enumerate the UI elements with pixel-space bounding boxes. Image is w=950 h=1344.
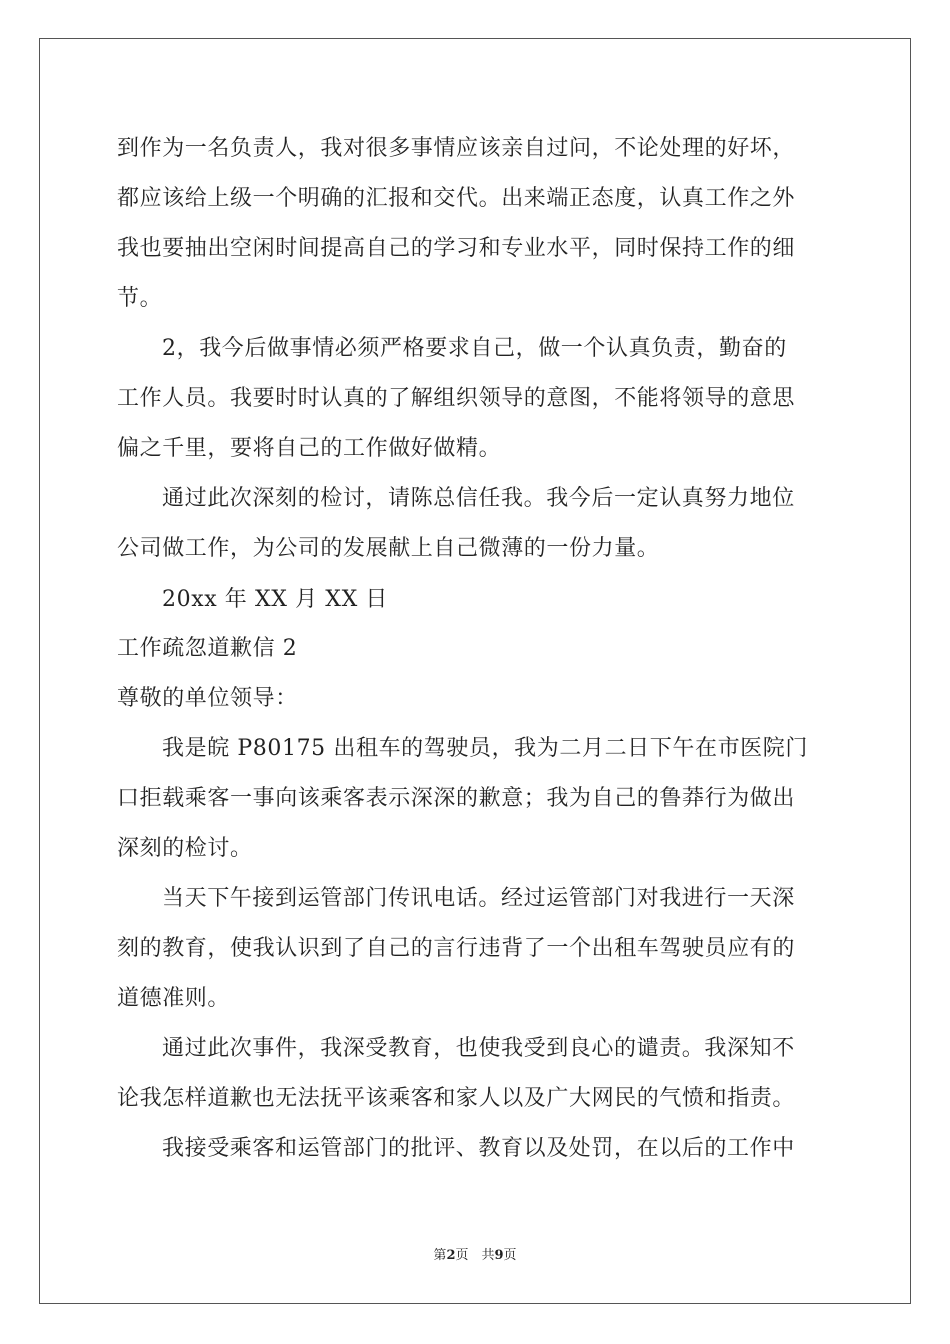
text-line: 到作为一名负责人，我对很多事情应该亲自过问，不论处理的好坏， — [117, 136, 796, 161]
text-line: 我接受乘客和运管部门的批评、教育以及处罚，在以后的工作中 — [162, 1136, 795, 1161]
text-line: 口拒载乘客一事向该乘客表示深深的歉意；我为自己的鲁莽行为做出 — [117, 786, 796, 811]
date-line: 20xx 年 XX 月 XX 日 — [162, 587, 389, 612]
text-line: 偏之千里，要将自己的工作做好做精。 — [117, 436, 502, 461]
text-line: 2，我今后做事情必须严格要求自己，做一个认真负责，勤奋的 — [162, 336, 787, 361]
text-line: 工作人员。我要时时认真的了解组织领导的意图，不能将领导的意思 — [117, 386, 796, 411]
text-line: 都应该给上级一个明确的汇报和交代。出来端正态度，认真工作之外 — [117, 186, 796, 211]
text-line: 我是皖 P80175 出租车的驾驶员，我为二月二日下午在市医院门 — [162, 736, 808, 761]
text-line: 我也要抽出空闲时间提高自己的学习和专业水平，同时保持工作的细 — [117, 236, 796, 261]
text-line: 刻的教育，使我认识到了自己的言行违背了一个出租车驾驶员应有的 — [117, 936, 796, 961]
footer-prefix: 第 — [433, 1248, 447, 1263]
text-line: 道德准则。 — [117, 986, 231, 1011]
text-line: 论我怎样道歉也无法抚平该乘客和家人以及广大网民的气愤和指责。 — [117, 1086, 796, 1111]
text-line: 公司做工作，为公司的发展献上自己微薄的一份力量。 — [117, 536, 660, 561]
salutation: 尊敬的单位领导： — [117, 686, 298, 711]
text-line: 当天下午接到运管部门传讯电话。经过运管部门对我进行一天深 — [162, 886, 795, 911]
text-line: 节。 — [117, 286, 163, 311]
total-page-count: 9 — [494, 1248, 504, 1263]
text-line: 深刻的检讨。 — [117, 836, 253, 861]
page-footer — [0, 1248, 950, 1264]
current-page-number: 2 — [446, 1248, 456, 1263]
footer-middle: 页 共 — [455, 1248, 495, 1263]
text-line: 通过此次事件，我深受教育，也使我受到良心的谴责。我深知不 — [162, 1036, 795, 1061]
footer-suffix: 页 — [503, 1248, 517, 1263]
section-title: 工作疏忽道歉信 2 — [117, 636, 298, 661]
page-border — [39, 38, 911, 1304]
text-line: 通过此次深刻的检讨，请陈总信任我。我今后一定认真努力地位 — [162, 486, 795, 511]
